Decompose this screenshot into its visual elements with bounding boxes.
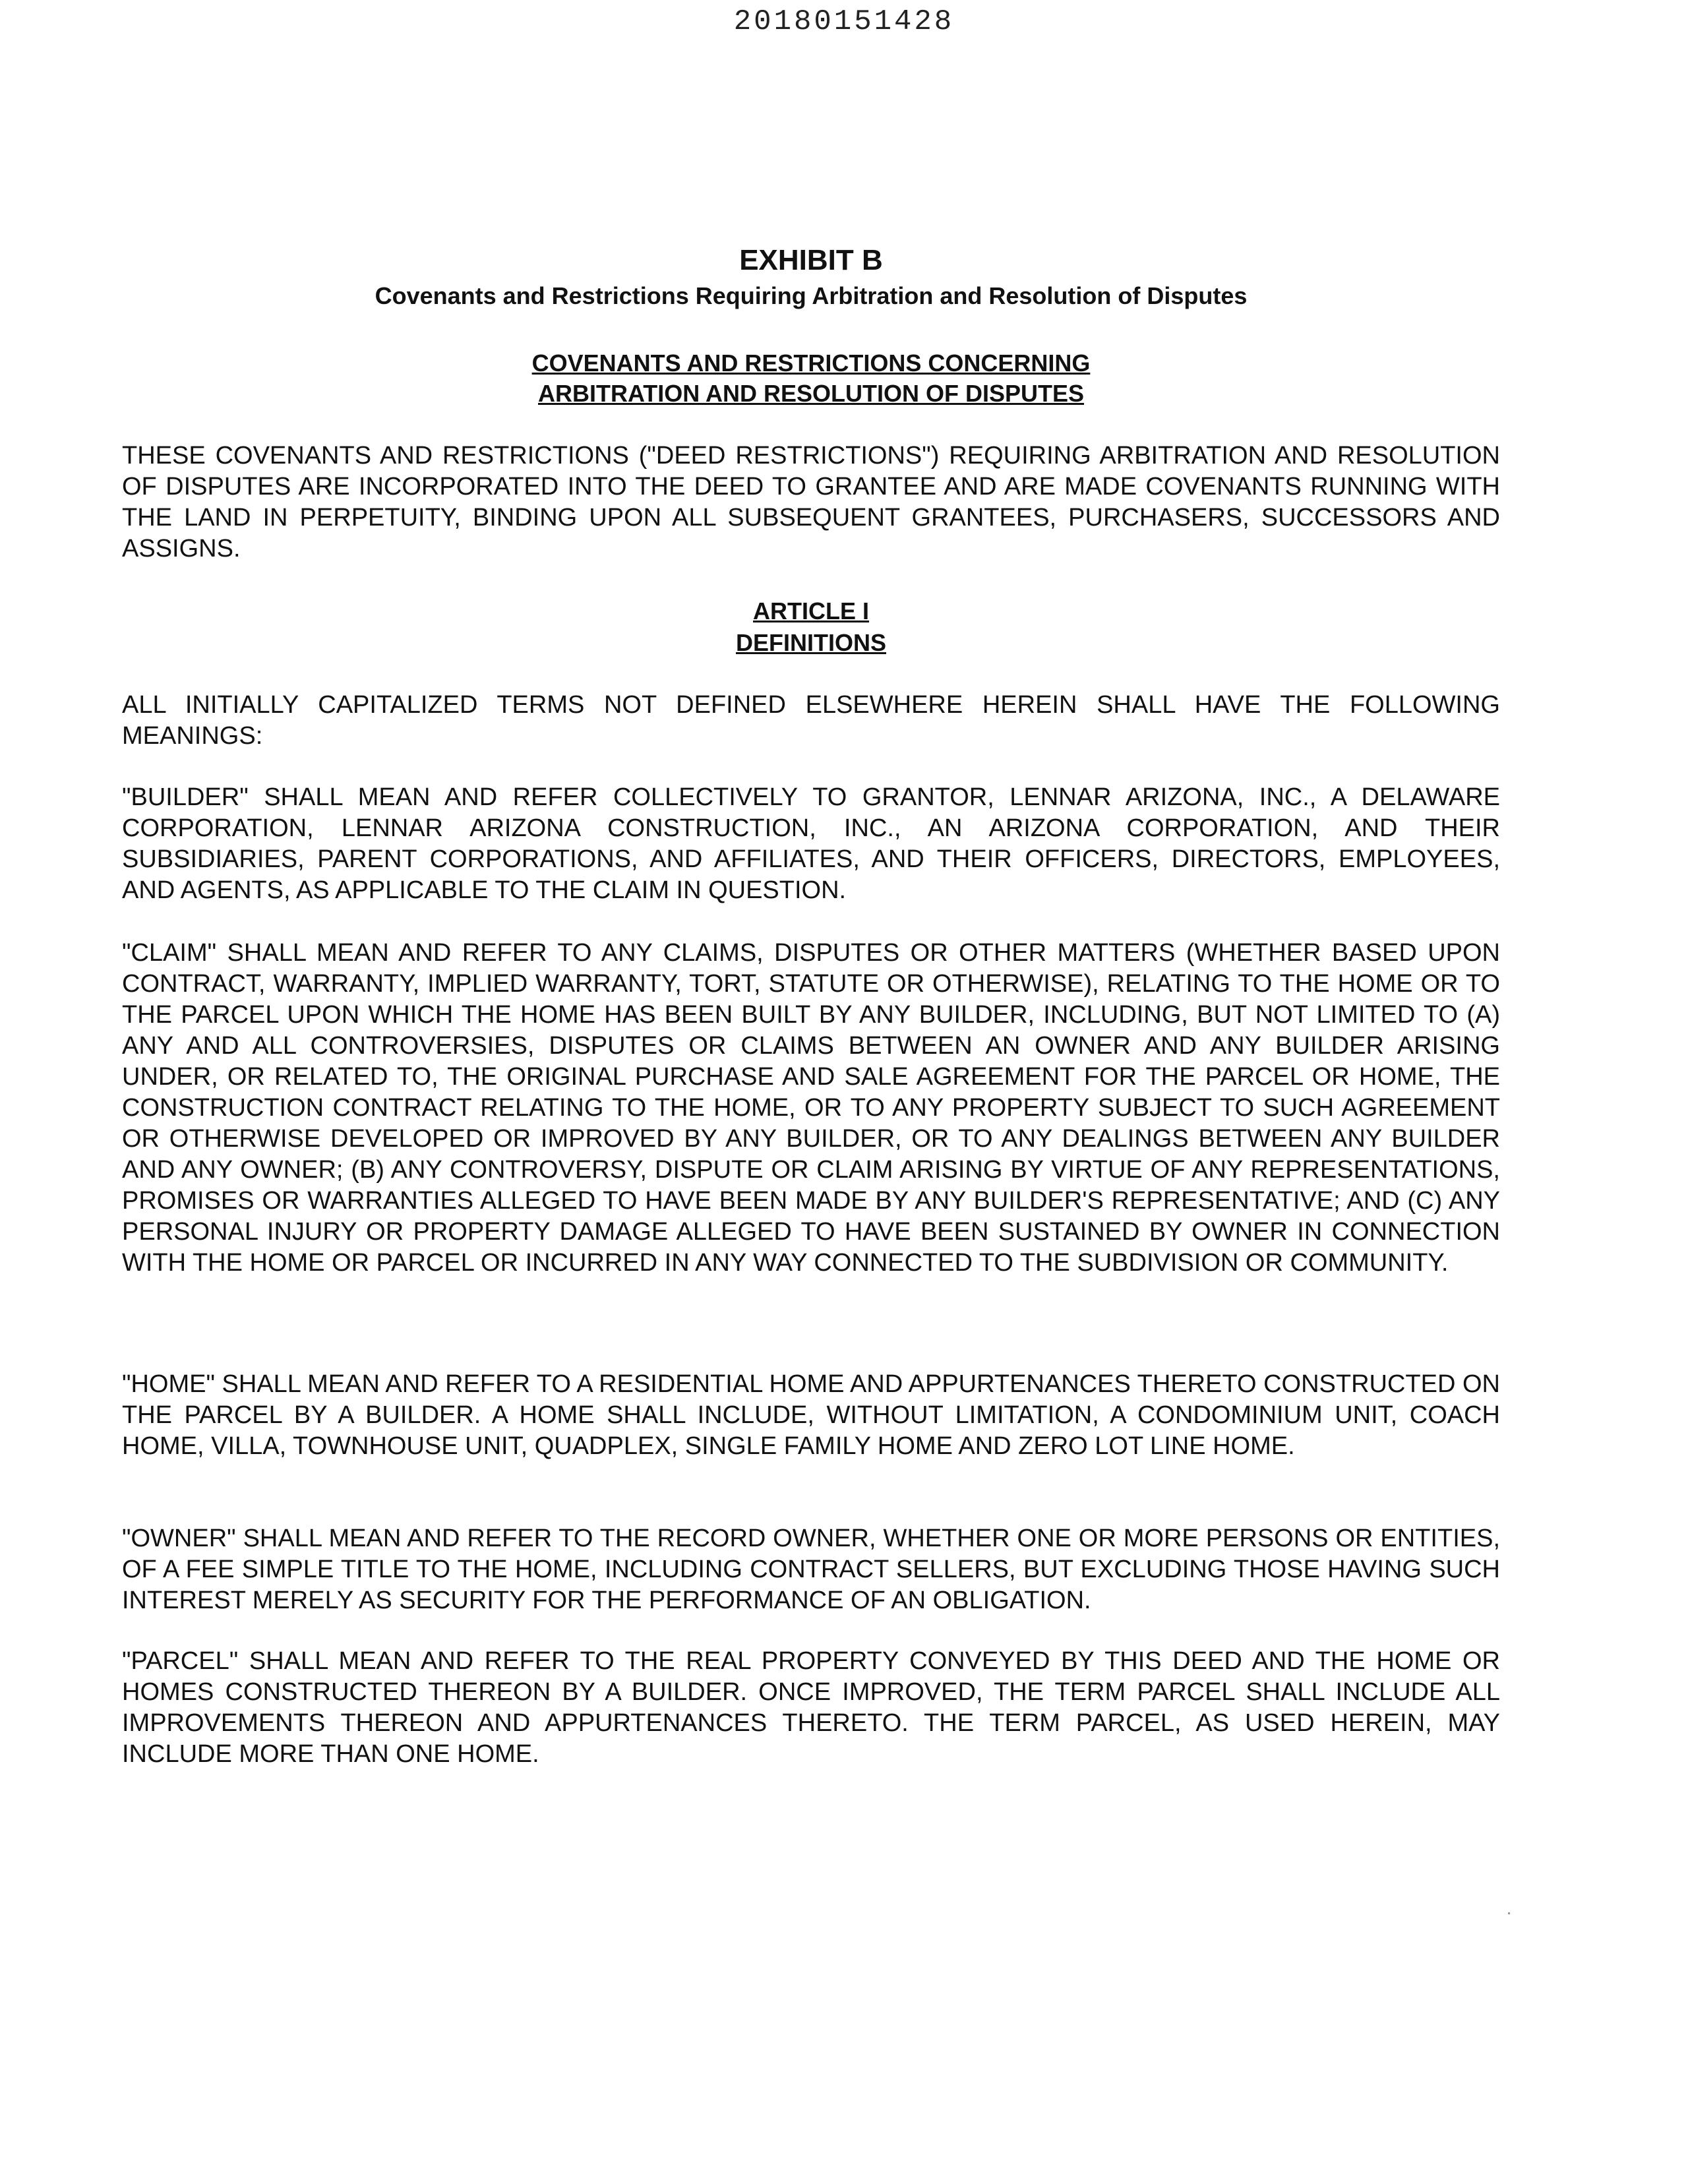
article-title: DEFINITIONS [735,629,886,656]
exhibit-title: EXHIBIT B [739,244,883,276]
exhibit-subtitle: Covenants and Restrictions Requiring Arbitration and Resolution of Disputes [375,282,1248,309]
intro-paragraph: THESE COVENANTS AND RESTRICTIONS ("DEED RESTRICTIONS") REQUIRING ARBITRATION AND RESOLUTION OF DISPUTES ARE INCORPORATED INTO THE DEED TO GRANTEE AND ARE MADE COVENANTS RUNNING WITH THE LAND IN PERPETUITY, BINDING UPON ALL SUBSEQUENT GRANTEES, PURCHASERS, SUCCESSORS AND ASSIGNS. [122,442,1500,562]
scan-speck [1508,1912,1510,1914]
document-number: 20180151428 [733,5,955,38]
section-heading-line1: COVENANTS AND RESTRICTIONS CONCERNING [531,349,1091,377]
definition-owner: "OWNER" SHALL MEAN AND REFER TO THE RECORD OWNER, WHETHER ONE OR MORE PERSONS OR ENTITIES, OF A FEE SIMPLE TITLE TO THE HOME, INCLUDING CONTRACT SELLERS, BUT EXCLUDING THOSE HAVING SUCH INTEREST MERELY AS SECURITY FOR THE PERFORMANCE OF AN OBLIGATION. [122,1525,1500,1614]
definition-parcel: "PARCEL" SHALL MEAN AND REFER TO THE REAL PROPERTY CONVEYED BY THIS DEED AND THE HOME OR HOMES CONSTRUCTED THEREON BY A BUILDER. ONCE IMPROVED, THE TERM PARCEL SHALL INCLUDE ALL IMPROVEMENTS THEREON AND APPURTENANCES THERETO. THE TERM PARCEL, AS USED HEREIN, MAY INCLUDE MORE THAN ONE HOME. [122,1647,1500,1768]
definitions-intro: ALL INITIALLY CAPITALIZED TERMS NOT DEFINED ELSEWHERE HEREIN SHALL HAVE THE FOLLOWING MEANINGS: [122,691,1500,750]
definition-home: "HOME" SHALL MEAN AND REFER TO A RESIDENTIAL HOME AND APPURTENANCES THERETO CONSTRUCTED ON THE PARCEL BY A BUILDER. A HOME SHALL INCLUDE, WITHOUT LIMITATION, A CONDOMINIUM UNIT, COACH HOME, VILLA, TOWNHOUSE UNIT, QUADPLEX, SINGLE FAMILY HOME AND ZERO LOT LINE HOME. [122,1370,1500,1460]
section-heading-line2: ARBITRATION AND RESOLUTION OF DISPUTES [538,380,1084,407]
definition-claim: "CLAIM" SHALL MEAN AND REFER TO ANY CLAIMS, DISPUTES OR OTHER MATTERS (WHETHER BASED UPON CONTRACT, WARRANTY, IMPLIED WARRANTY, TORT, STATUTE OR OTHERWISE), RELATING TO THE HOME OR TO THE PARCEL UPON WHICH THE HOME HAS BEEN BUILT BY ANY BUILDER, INCLUDING, BUT NOT LIMITED TO (A) ANY AND ALL CONTROVERSIES, DISPUTES OR CLAIMS BETWEEN AN OWNER AND ANY BUILDER ARISING UNDER, OR RELATED TO, THE ORIGINAL PURCHASE AND SALE AGREEMENT FOR THE PARCEL OR HOME, THE CONSTRUCTION CONTRACT RELATING TO THE HOME, OR TO ANY PROPERTY SUBJECT TO SUCH AGREEMENT OR OTHERWISE DEVELOPED OR IMPROVED BY ANY BUILDER, OR TO ANY DEALINGS BETWEEN ANY BUILDER AND ANY OWNER; (B) ANY CONTROVERSY, DISPUTE OR CLAIM ARISING BY VIRTUE OF ANY REPRESENTATIONS, PROMISES OR WARRANTIES ALLEGED TO HAVE BEEN MADE BY ANY BUILDER'S REPRESENTATIVE; AND (C) ANY PERSONAL INJURY OR PROPERTY DAMAGE ALLEGED TO HAVE BEEN SUSTAINED BY OWNER IN CONNECTION WITH THE HOME OR PARCEL OR INCURRED IN ANY WAY CONNECTED TO THE SUBDIVISION OR COMMUNITY. [122,939,1500,1277]
article-number: ARTICLE I [753,597,869,624]
definition-builder: "BUILDER" SHALL MEAN AND REFER COLLECTIVELY TO GRANTOR, LENNAR ARIZONA, INC., A DELAWARE CORPORATION, LENNAR ARIZONA CONSTRUCTION, INC., AN ARIZONA CORPORATION, AND THEIR SUBSIDIARIES, PARENT CORPORATIONS, AND AFFILIATES, AND THEIR OFFICERS, DIRECTORS, EMPLOYEES, AND AGENTS, AS APPLICABLE TO THE CLAIM IN QUESTION. [122,783,1500,904]
